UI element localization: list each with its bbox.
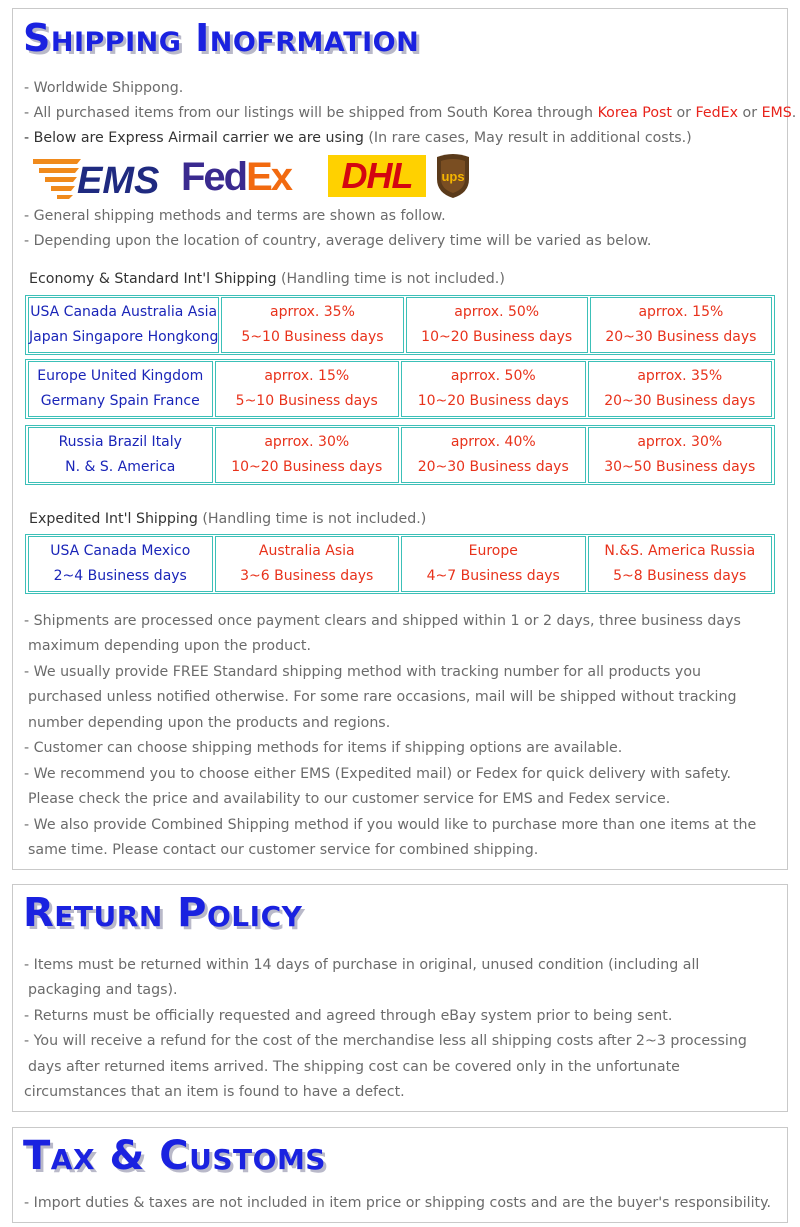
- rate-cell: aprrox. 35% 5~10 Business days: [221, 297, 403, 353]
- rate-cell: aprrox. 40% 20~30 Business days: [401, 427, 586, 483]
- note-line: - We also provide Combined Shipping method if you would like to purchase more than one items at the: [24, 817, 757, 833]
- return-line: packaging and tags).: [28, 982, 178, 998]
- note-line: maximum depending upon the product.: [28, 638, 311, 654]
- note-line: purchased unless notified otherwise. For some rare occasions, mail will be shipped without tracking: [28, 689, 737, 705]
- expedited-cell: Australia Asia 3~6 Business days: [215, 536, 400, 592]
- expedited-label: Expedited Int'l Shipping (Handling time is not included.): [29, 511, 427, 527]
- shipping-information-panel: [12, 8, 797, 870]
- note-line: - Shipments are processed once payment clears and shipped within 1 or 2 days, three business days: [24, 613, 741, 629]
- economy-row-2: [25, 359, 775, 419]
- return-line: circumstances that an item is found to have a defect.: [24, 1084, 405, 1100]
- return-line: - Returns must be officially requested and agreed through eBay system prior to being sent.: [24, 1008, 673, 1024]
- expedited-row: [25, 534, 775, 594]
- rate-cell: aprrox. 30% 30~50 Business days: [588, 427, 773, 483]
- rate-cell: aprrox. 50% 10~20 Business days: [406, 297, 588, 353]
- tax-customs-title: Tax & Customs: [23, 1133, 326, 1179]
- note-line: - We usually provide FREE Standard shipping method with tracking number for all products you: [24, 664, 701, 680]
- shipping-title: Shipping Inofrmation: [23, 16, 420, 60]
- shipping-line-carriers: - Below are Express Airmail carrier we are using (In rare cases, May result in additional costs.): [24, 130, 692, 146]
- carrier-logos: [33, 153, 483, 201]
- economy-label: Economy & Standard Int'l Shipping (Handling time is not included.): [29, 271, 505, 287]
- ems-logo: [33, 153, 178, 201]
- region-cell: Russia Brazil Italy N. & S. America: [28, 427, 213, 483]
- rate-cell: aprrox. 15% 5~10 Business days: [215, 361, 400, 417]
- dhl-logo: DHL: [328, 155, 426, 197]
- expedited-cell: Europe 4~7 Business days: [401, 536, 586, 592]
- economy-row-1: [25, 295, 775, 355]
- note-line: number depending upon the products and regions.: [28, 715, 391, 731]
- shipping-line-origin: - All purchased items from our listings will be shipped from South Korea through Korea Post or FedEx or EMS.: [24, 105, 797, 121]
- return-line: days after returned items arrived. The shipping cost can be covered only in the unfortunate: [28, 1059, 680, 1075]
- return-line: - You will receive a refund for the cost of the merchandise less all shipping costs after 2~3 processing: [24, 1033, 747, 1049]
- tax-customs-panel: [12, 1127, 788, 1223]
- rate-cell: aprrox. 15% 20~30 Business days: [590, 297, 772, 353]
- economy-row-3: [25, 425, 775, 485]
- expedited-cell: N.&S. America Russia 5~8 Business days: [588, 536, 773, 592]
- rate-cell: aprrox. 50% 10~20 Business days: [401, 361, 586, 417]
- rate-cell: aprrox. 35% 20~30 Business days: [588, 361, 773, 417]
- fedex-logo: FedEx: [181, 155, 292, 199]
- ups-logo: [435, 153, 471, 199]
- note-line: Please check the price and availability to our customer service for EMS and Fedex service.: [28, 791, 671, 807]
- note-line: - We recommend you to choose either EMS (Expedited mail) or Fedex for quick delivery with safety.: [24, 766, 731, 782]
- shipping-line-methods: - General shipping methods and terms are shown as follow.: [24, 208, 446, 224]
- ups-logo-text: ups: [441, 169, 465, 184]
- ems-logo-text: EMS: [77, 160, 160, 201]
- note-line: - Customer can choose shipping methods for items if shipping options are available.: [24, 740, 623, 756]
- expedited-cell: USA Canada Mexico 2~4 Business days: [28, 536, 213, 592]
- tax-line: - Import duties & taxes are not included in item price or shipping costs and are the buyer's responsibility.: [24, 1195, 771, 1211]
- region-cell: Europe United Kingdom Germany Spain France: [28, 361, 213, 417]
- return-line: - Items must be returned within 14 days of purchase in original, unused condition (including all: [24, 957, 700, 973]
- note-line: same time. Please contact our customer service for combined shipping.: [28, 842, 539, 858]
- return-policy-title: Return Policy: [23, 890, 303, 936]
- region-cell: USA Canada Australia Asia Japan Singapore Hongkong: [28, 297, 219, 353]
- shipping-line-worldwide: - Worldwide Shippong.: [24, 80, 184, 96]
- shipping-line-delivery-time: - Depending upon the location of country, average delivery time will be varied as below.: [24, 233, 652, 249]
- rate-cell: aprrox. 30% 10~20 Business days: [215, 427, 400, 483]
- return-policy-panel: [12, 884, 788, 1112]
